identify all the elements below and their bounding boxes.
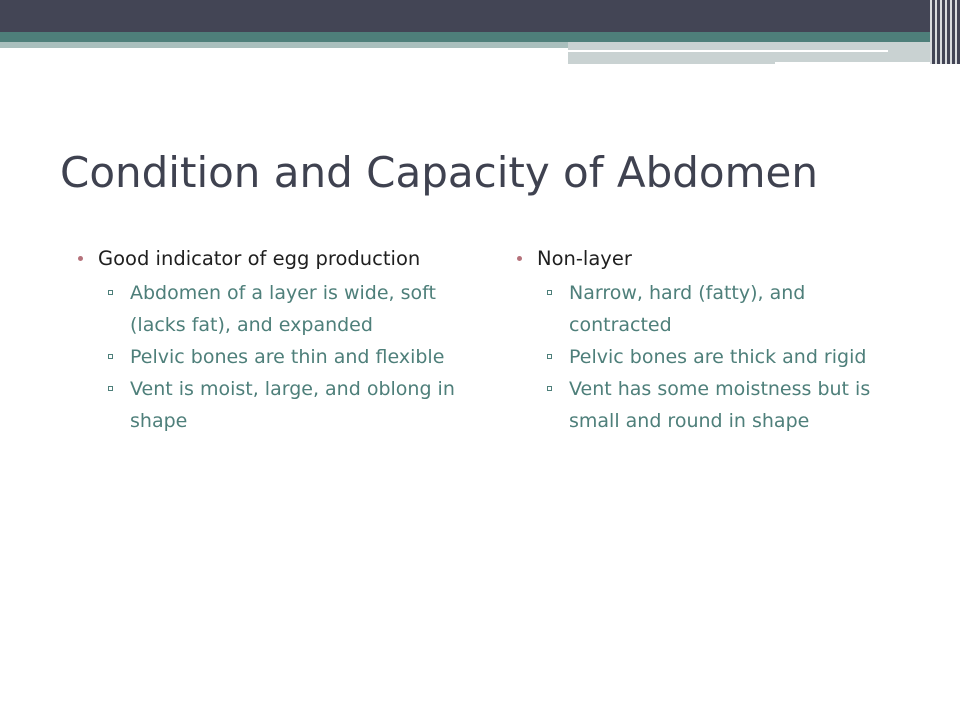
right-column — [517, 244, 887, 437]
list-item — [537, 277, 887, 341]
list-item — [98, 373, 458, 437]
slide-title: Condition and Capacity of Abdomen — [60, 148, 818, 197]
list-item-text: Abdomen of a layer is wide, soft (lacks fat), and expanded — [130, 282, 436, 336]
left-heading-item — [78, 244, 458, 437]
square-bullet-icon — [108, 354, 113, 359]
header-light-band — [0, 42, 568, 48]
square-bullet-icon — [547, 354, 552, 359]
list-item — [537, 341, 887, 373]
left-sublist — [98, 277, 458, 437]
header-gray-band — [568, 42, 960, 64]
square-bullet-icon — [108, 290, 113, 295]
right-heading-text: Non-layer — [537, 247, 632, 270]
list-item-text: Pelvic bones are thin and flexible — [130, 346, 445, 368]
left-column — [78, 244, 458, 437]
square-bullet-icon — [547, 290, 552, 295]
bullet-icon — [517, 256, 522, 261]
header-accent-line — [568, 50, 888, 52]
square-bullet-icon — [108, 386, 113, 391]
left-heading-text: Good indicator of egg production — [98, 247, 421, 270]
header-dark-band — [0, 0, 960, 32]
bullet-icon — [78, 256, 83, 261]
list-item — [98, 341, 458, 373]
list-item-text: Vent has some moistness but is small and round in shape — [569, 378, 871, 432]
list-item — [537, 373, 887, 437]
header-vertical-stripes — [930, 0, 960, 64]
right-heading-item — [517, 244, 887, 437]
header-teal-band — [0, 32, 960, 42]
list-item-text: Narrow, hard (fatty), and contracted — [569, 282, 806, 336]
list-item-text: Pelvic bones are thick and rigid — [569, 346, 867, 368]
list-item — [98, 277, 458, 341]
list-item-text: Vent is moist, large, and oblong in shape — [130, 378, 455, 432]
square-bullet-icon — [547, 386, 552, 391]
right-sublist — [537, 277, 887, 437]
